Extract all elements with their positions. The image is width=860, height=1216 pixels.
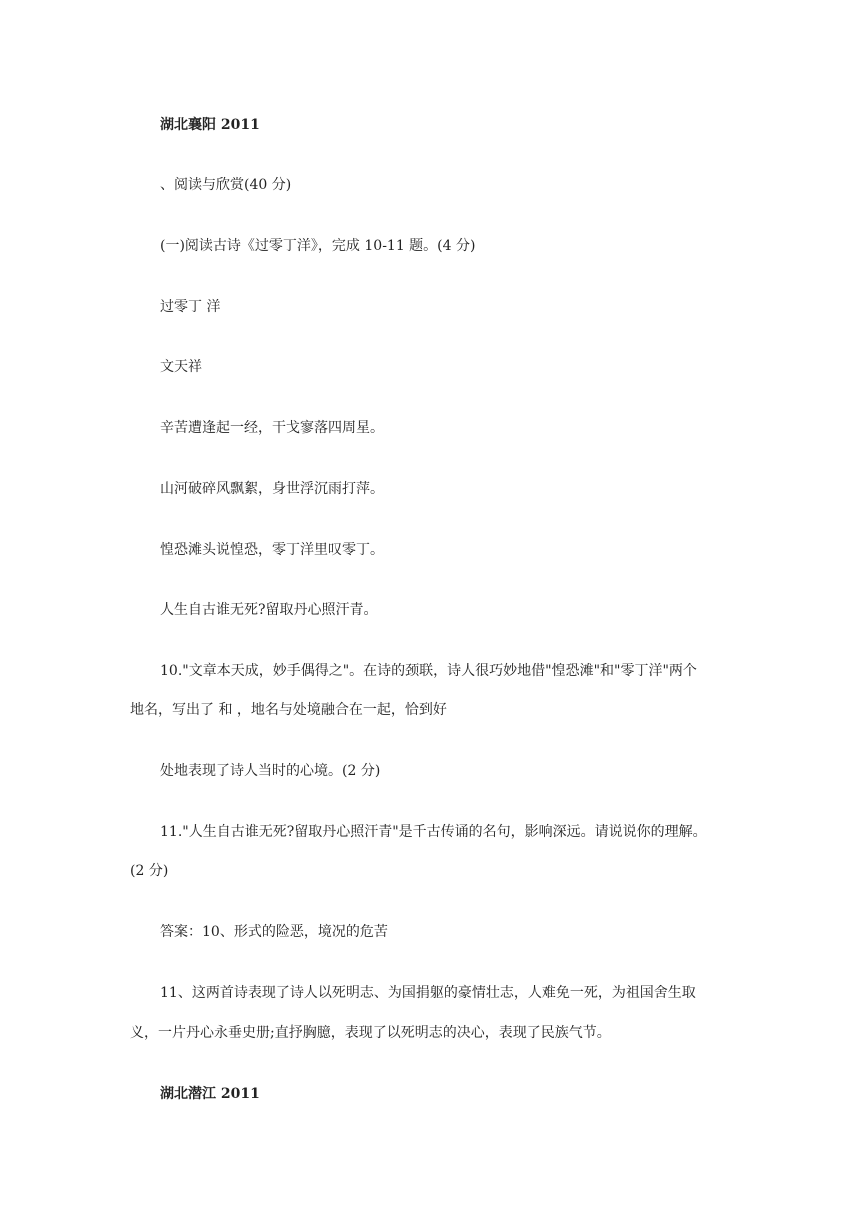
question-10-line-2: 地名，写出了 和 ，地名与处境融合在一起，恰到好 bbox=[130, 702, 447, 718]
answer-11-line-2: 义，一片丹心永垂史册;直抒胸臆，表现了以死明志的决心，表现了民族气节。 bbox=[130, 1025, 611, 1041]
poem-title: 过零丁 洋 bbox=[160, 299, 221, 315]
poem-line: 惶恐滩头说惶恐，零丁洋里叹零丁。 bbox=[160, 542, 384, 558]
poem-author: 文天祥 bbox=[160, 359, 202, 375]
heading-qianjiang: 湖北潜江 2011 bbox=[160, 1086, 260, 1102]
poem-line: 山河破碎风飘絮，身世浮沉雨打萍。 bbox=[160, 481, 384, 497]
question-11-line-1: 11."人生自古谁无死?留取丹心照汗青"是千古传诵的名句，影响深远。请说说你的理解。 bbox=[160, 824, 707, 840]
question-11-line-2: (2 分) bbox=[130, 863, 169, 879]
poem-line: 人生自古谁无死?留取丹心照汗青。 bbox=[160, 602, 378, 618]
answer-10: 答案：10、形式的险恶，境况的危苦 bbox=[160, 924, 388, 940]
heading-xiangyang: 湖北襄阳 2011 bbox=[160, 117, 260, 133]
answer-11-line-1: 11、这两首诗表现了诗人以死明志、为国捐躯的豪情壮志，人难免一死，为祖国舍生取 bbox=[160, 985, 696, 1001]
section-title: 、阅读与欣赏(40 分) bbox=[160, 177, 292, 193]
question-10-line-1: 10."文章本天成，妙手偶得之"。在诗的颈联，诗人很巧妙地借"惶恐滩"和"零丁洋"两个 bbox=[160, 663, 697, 679]
part-intro: (一)阅读古诗《过零丁洋》，完成 10-11 题。(4 分) bbox=[160, 238, 476, 254]
poem-line: 辛苦遭逢起一经，干戈寥落四周星。 bbox=[160, 420, 384, 436]
question-10-line-3: 处地表现了诗人当时的心境。(2 分) bbox=[160, 763, 381, 779]
